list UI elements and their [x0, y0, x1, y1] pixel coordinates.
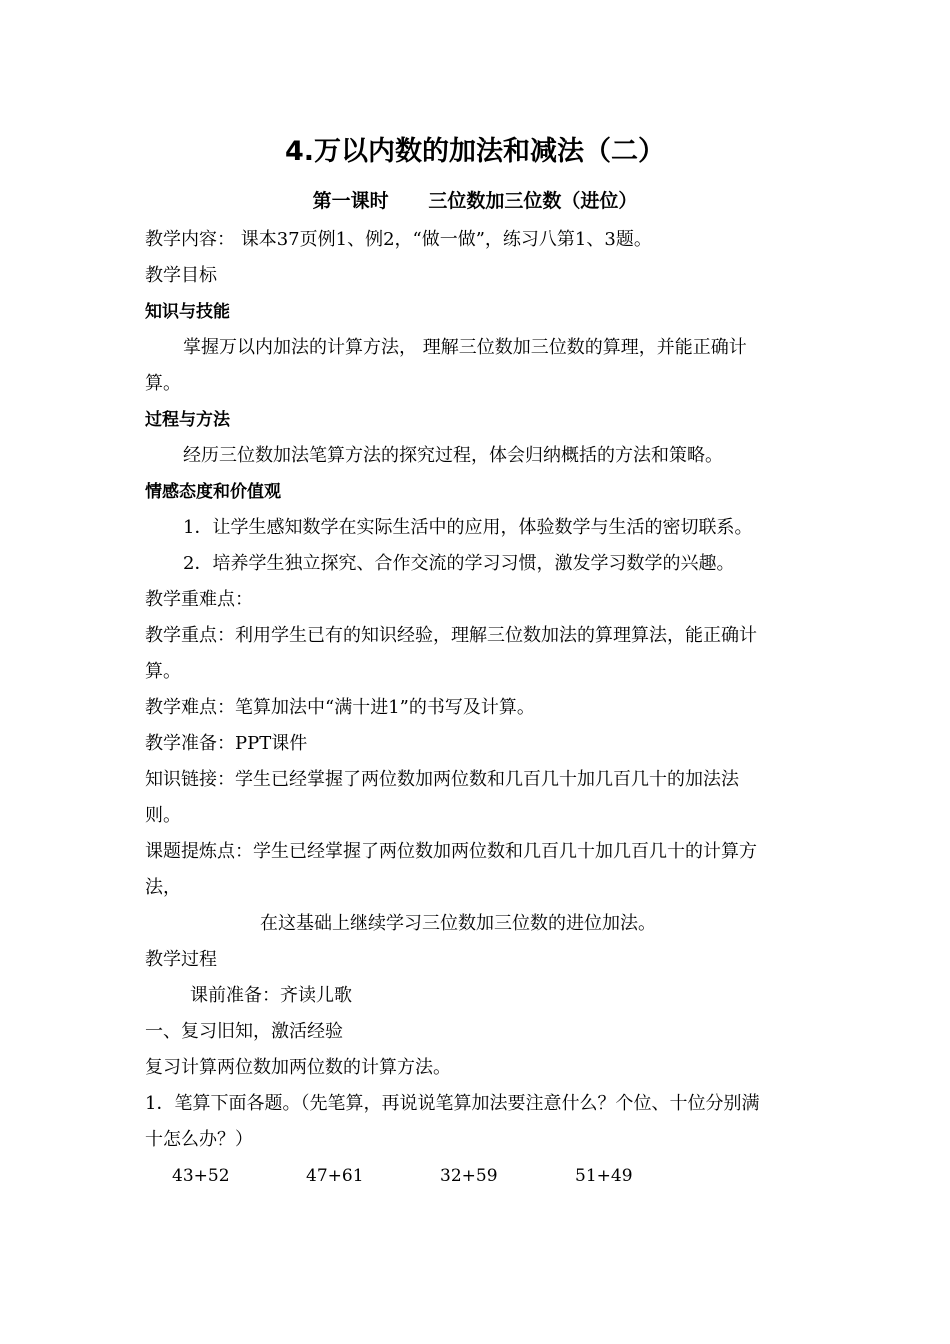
emotion-item-1: 1．让学生感知数学在实际生活中的应用，体验数学与生活的密切联系。	[183, 517, 753, 538]
key-difficult-heading: 教学重难点：	[145, 589, 253, 610]
section-1-heading: 一、复习旧知，激活经验	[145, 1021, 343, 1042]
refine-line-2: 法，	[145, 877, 181, 898]
calculation-item: 51+49	[575, 1166, 633, 1186]
difficult-point: 教学难点：笔算加法中“满十进1”的书写及计算。	[145, 697, 535, 718]
preparation: 教学准备：PPT课件	[145, 733, 308, 754]
exercise-line-1: 1．笔算下面各题。（先笔算，再说说笔算加法要注意什么？个位、十位分别满	[145, 1093, 760, 1114]
emotion-heading: 情感态度和价值观	[145, 482, 281, 502]
calculation-item: 47+61	[306, 1166, 364, 1186]
knowledge-link-line-1: 知识链接：学生已经掌握了两位数加两位数和几百几十加几百几十的加法法	[145, 769, 739, 790]
document-title: 4.万以内数的加法和减法（二）	[284, 136, 666, 167]
knowledge-line-2: 算。	[145, 373, 181, 394]
calculation-item: 43+52	[172, 1166, 230, 1186]
teaching-content: 教学内容： 课本37页例1、例2，“做一做”，练习八第1、3题。	[145, 229, 652, 250]
key-point-line-1: 教学重点：利用学生已有的知识经验，理解三位数加法的算理算法，能正确计	[145, 625, 757, 646]
knowledge-link-line-2: 则。	[145, 805, 181, 826]
pre-class: 课前准备：齐读儿歌	[190, 985, 352, 1006]
goals-heading: 教学目标	[145, 265, 217, 286]
process-title: 教学过程	[145, 949, 217, 970]
process-heading: 过程与方法	[145, 410, 230, 430]
process-line: 经历三位数加法笔算方法的探究过程，体会归纳概括的方法和策略。	[183, 445, 723, 466]
lesson-subtitle: 第一课时 三位数加三位数（进位）	[312, 190, 638, 212]
exercise-line-2: 十怎么办？）	[145, 1129, 253, 1150]
key-point-line-2: 算。	[145, 661, 181, 682]
review-line: 复习计算两位数加两位数的计算方法。	[145, 1057, 451, 1078]
emotion-item-2: 2．培养学生独立探究、合作交流的学习习惯，激发学习数学的兴趣。	[183, 553, 735, 574]
knowledge-heading: 知识与技能	[145, 302, 230, 322]
refine-line-1: 课题提炼点：学生已经掌握了两位数加两位数和几百几十加几百几十的计算方	[145, 841, 757, 862]
calculation-item: 32+59	[440, 1166, 498, 1186]
refine-line-3: 在这基础上继续学习三位数加三位数的进位加法。	[260, 913, 656, 934]
knowledge-line-1: 掌握万以内加法的计算方法， 理解三位数加三位数的算理，并能正确计	[183, 337, 747, 358]
